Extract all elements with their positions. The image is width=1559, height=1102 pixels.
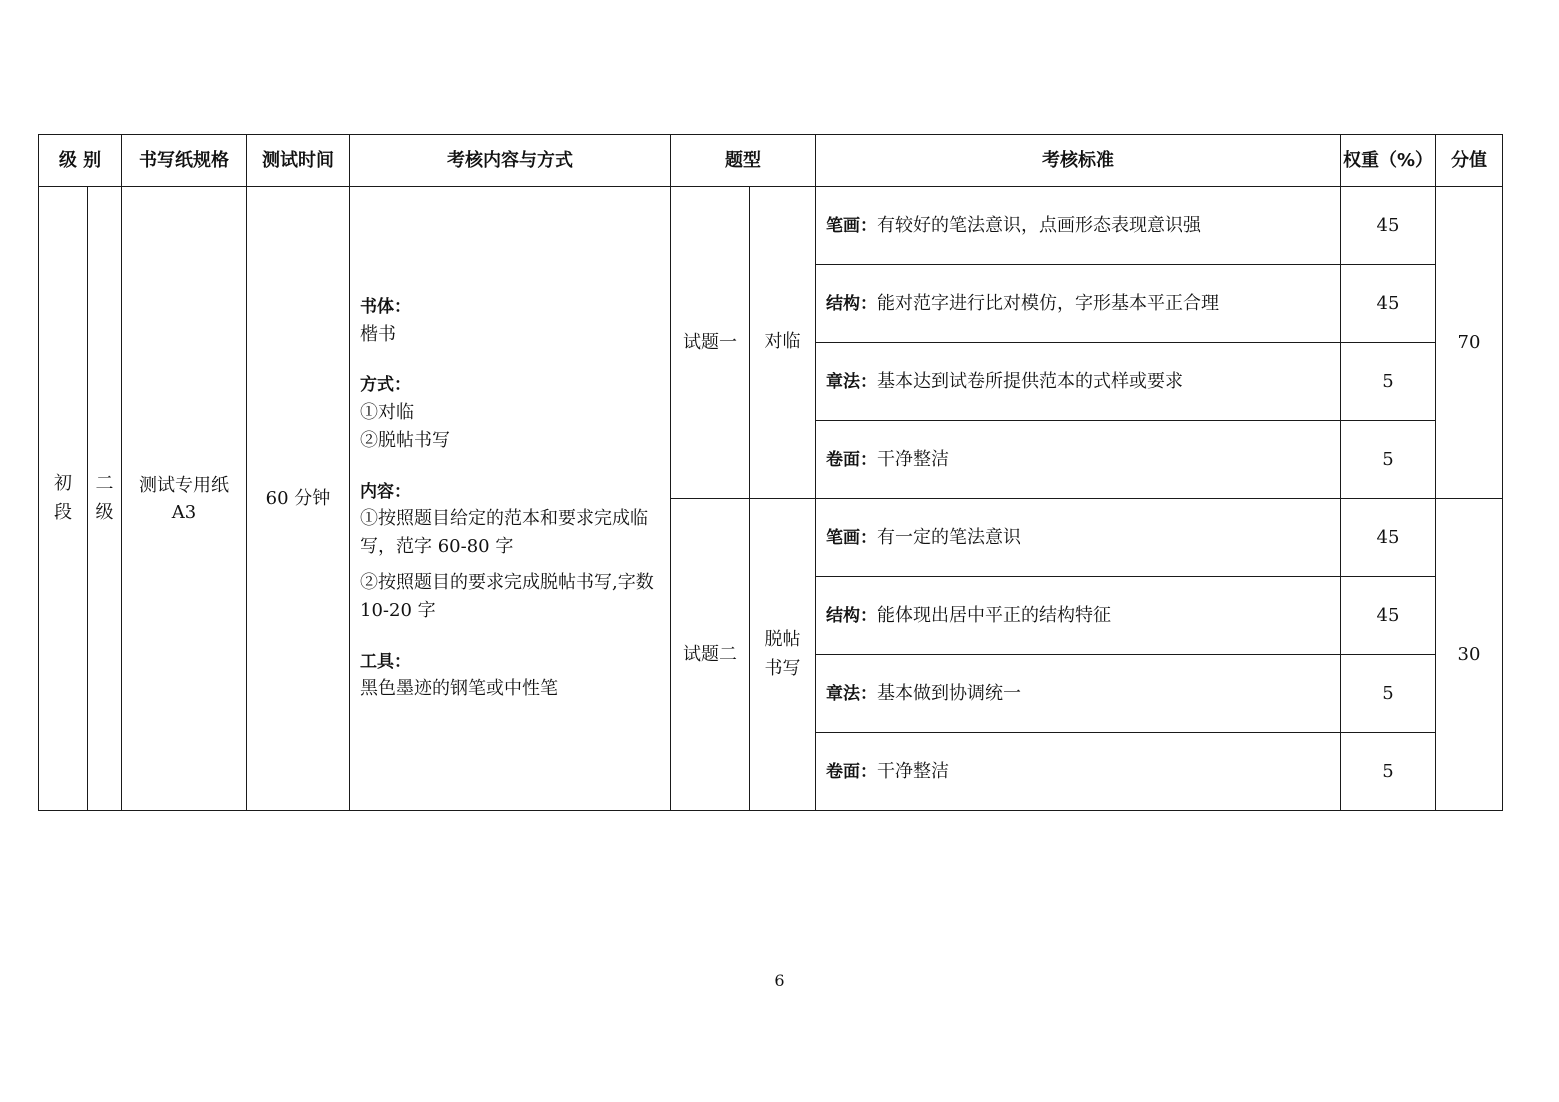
criteria-cell (816, 655, 1341, 733)
header-question-type: 题型 (671, 135, 816, 187)
criteria-text: 有一定的笔法意识 (877, 526, 1021, 548)
criteria-text: 基本做到协调统一 (877, 682, 1021, 704)
method-heading: 方式： (360, 375, 411, 396)
script-block (360, 294, 660, 348)
content-block (360, 479, 660, 625)
question-type-cell (750, 499, 816, 811)
test-time-cell (247, 187, 350, 811)
header-criteria: 考核标准 (816, 135, 1341, 187)
method-item: ②脱帖书写 (360, 429, 450, 451)
criteria-label: 章法： (826, 371, 877, 392)
criteria-row (39, 187, 1503, 265)
weight-cell: 45 (1341, 577, 1436, 655)
weight-cell: 5 (1341, 655, 1436, 733)
question-type: 对临 (764, 331, 801, 353)
tools-value: 黑色墨迹的钢笔或中性笔 (360, 677, 558, 699)
header-test-time: 测试时间 (247, 135, 350, 187)
content-method-cell (350, 187, 671, 811)
criteria-label: 笔画： (826, 527, 877, 548)
grade-cell (88, 187, 122, 811)
header-content-method: 考核内容与方式 (350, 135, 671, 187)
page-number: 6 (774, 971, 785, 990)
criteria-label: 结构： (826, 605, 877, 626)
criteria-label: 结构： (826, 293, 877, 314)
score-cell: 30 (1436, 499, 1503, 811)
paper-spec-cell (122, 187, 247, 811)
weight-cell: 45 (1341, 265, 1436, 343)
criteria-cell (816, 343, 1341, 421)
header-level: 级 别 (39, 135, 122, 187)
score-cell: 70 (1436, 187, 1503, 499)
content-item: ②按照题目的要求完成脱帖书写,字数 10-20 字 (360, 571, 654, 621)
header-paper-spec: 书写纸规格 (122, 135, 247, 187)
criteria-cell (816, 499, 1341, 577)
header-row (39, 135, 1503, 187)
stage-cell (39, 187, 88, 811)
criteria-text: 干净整洁 (877, 448, 949, 470)
criteria-text: 基本达到试卷所提供范本的式样或要求 (877, 370, 1183, 392)
criteria-cell (816, 265, 1341, 343)
script-heading: 书体： (360, 297, 411, 318)
criteria-label: 笔画： (826, 215, 877, 236)
weight-cell: 5 (1341, 343, 1436, 421)
test-time-value: 60 分钟 (265, 488, 331, 509)
script-value: 楷书 (360, 323, 396, 345)
question-name-cell (671, 499, 750, 811)
content-heading: 内容： (360, 481, 411, 502)
question-name-cell (671, 187, 750, 499)
tools-block (360, 649, 660, 703)
header-weight: 权重（%） (1341, 135, 1436, 187)
question-type-cell (750, 187, 816, 499)
criteria-label: 卷面： (826, 761, 877, 782)
question-name: 试题一 (683, 332, 737, 353)
question-type: 脱帖书写 (764, 628, 801, 679)
criteria-text: 能对范字进行比对模仿，字形基本平正合理 (877, 292, 1219, 314)
criteria-label: 章法： (826, 683, 877, 704)
criteria-label: 卷面： (826, 449, 877, 470)
grade-label: 二级 (95, 472, 114, 523)
method-item: ①对临 (360, 401, 414, 423)
tools-heading: 工具： (360, 651, 411, 672)
stage-label: 初段 (53, 472, 72, 523)
header-score: 分值 (1436, 135, 1503, 187)
weight-cell: 5 (1341, 733, 1436, 811)
criteria-text: 有较好的笔法意识，点画形态表现意识强 (877, 214, 1201, 236)
criteria-cell (816, 577, 1341, 655)
weight-cell: 45 (1341, 499, 1436, 577)
question-name: 试题二 (683, 644, 737, 665)
criteria-text: 能体现出居中平正的结构特征 (877, 604, 1111, 626)
assessment-table (38, 134, 1503, 811)
criteria-cell (816, 733, 1341, 811)
criteria-cell (816, 187, 1341, 265)
paper-spec-value: 测试专用纸A3 (139, 474, 229, 523)
criteria-cell (816, 421, 1341, 499)
method-block (360, 372, 660, 454)
content-item: ①按照题目给定的范本和要求完成临写，范字 60-80 字 (360, 507, 648, 557)
criteria-text: 干净整洁 (877, 760, 949, 782)
weight-cell: 5 (1341, 421, 1436, 499)
weight-cell: 45 (1341, 187, 1436, 265)
